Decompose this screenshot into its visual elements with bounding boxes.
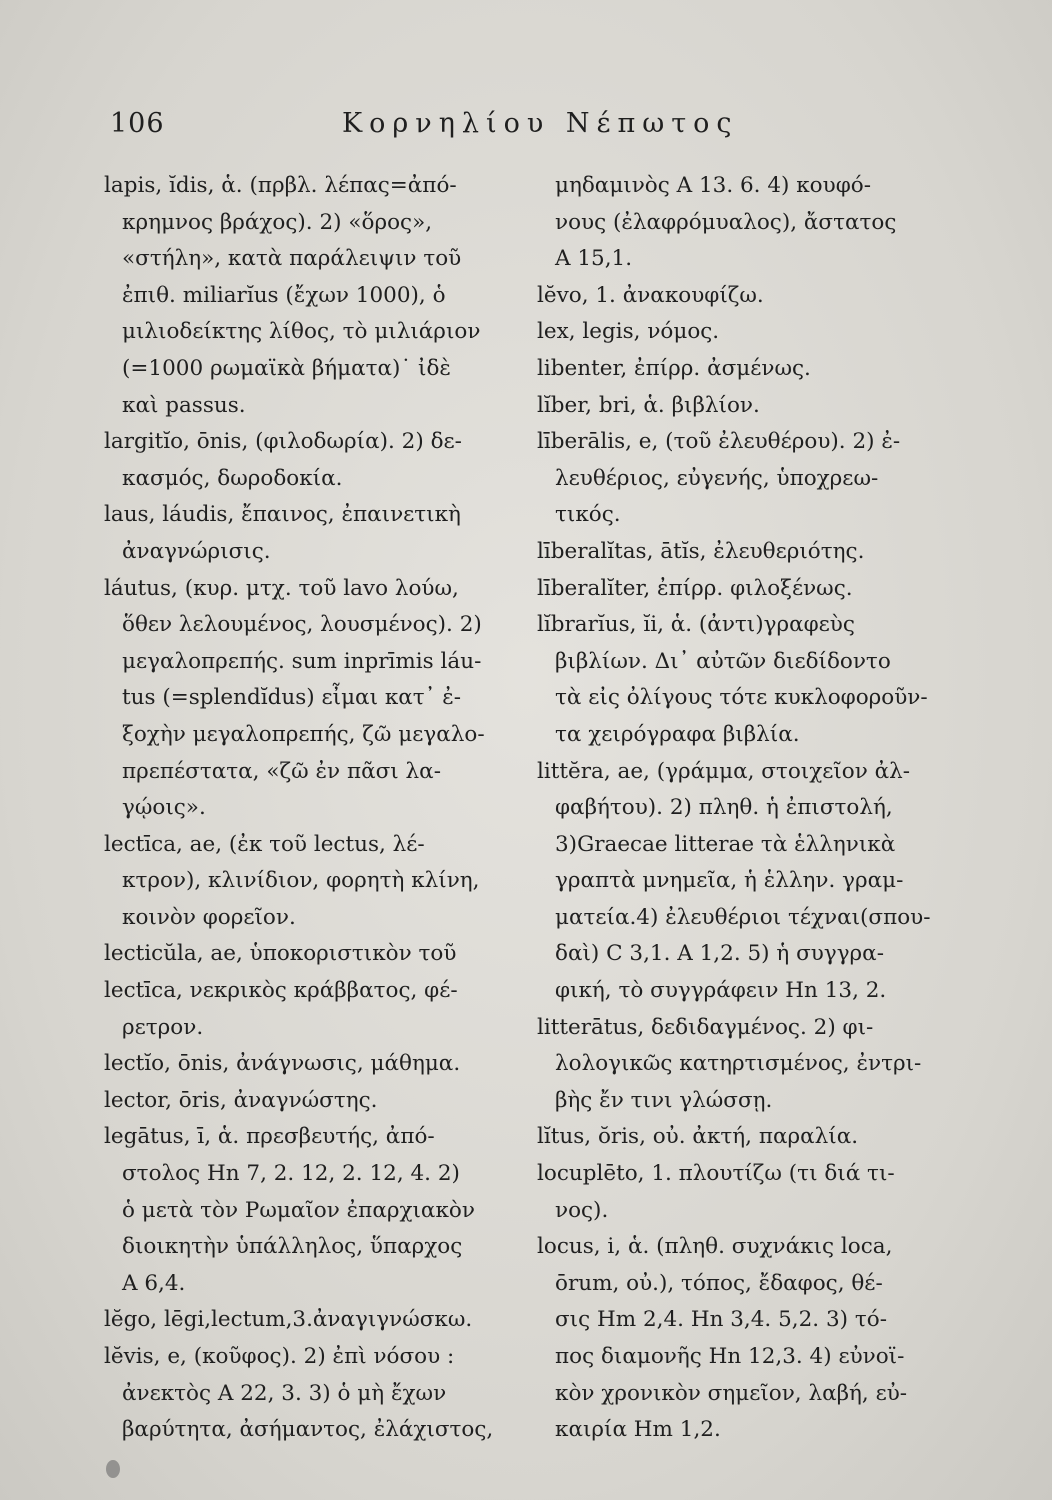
entry-line: ὁ μετὰ τὸν Ρωμαῖον ἐπαρχιακὸν <box>122 1197 475 1223</box>
entry-line: tus (=splendĭdus) εἶμαι κατ᾽ ἐ- <box>122 685 462 711</box>
entry-line: līberālis, e, (τοῦ ἐλευθέρου). 2) ἐ- <box>537 429 901 455</box>
entry-line: largitĭo, ōnis, (φιλοδωρία). 2) δε- <box>104 429 462 455</box>
entry-line: γῴοις». <box>122 795 206 821</box>
running-title: Κορνηλίου Νέπωτος <box>342 108 739 139</box>
entry-line: τικός. <box>555 502 621 528</box>
entry-line: lecticŭla, ae, ὑποκοριστικὸν τοῦ <box>104 941 457 967</box>
entry-line: πος διαμονῆς Hn 12,3. 4) εὐνοϊ- <box>555 1344 905 1369</box>
entry-line: láutus, (κυρ. μτχ. τοῦ lavo λούω, <box>104 575 459 601</box>
entry-line: litterātus, δεδιδαγμένος. 2) φι- <box>537 1014 874 1040</box>
entry-line: πρεπέστατα, «ζῶ ἐν πᾶσι λα- <box>122 758 441 784</box>
entry-line: μιλιοδείκτης λίθος, τὸ μιλιάριον <box>122 319 481 345</box>
right-column <box>537 168 955 1449</box>
entry-line: (=1000 ρωμαϊκὰ βήματα)˙ ἰδὲ <box>122 355 451 381</box>
entry-line: ἐπιθ. miliarĭus (ἔχων 1000), ὁ <box>122 282 446 308</box>
entry-line: βιβλίων. Δι᾽ αὐτῶν διεδίδοντο <box>555 648 891 674</box>
entry-line: ἀναγνώρισις. <box>122 538 271 564</box>
entry-line: līberalĭter, ἐπίρρ. φιλοξένως. <box>537 575 853 601</box>
entry-line: «στήλη», κατὰ παράλειψιν τοῦ <box>122 246 462 272</box>
entry-line: legātus, ī, ἁ. πρεσβευτής, ἀπό- <box>104 1124 435 1150</box>
entry-line: σις Hm 2,4. Hn 3,4. 5,2. 3) τό- <box>555 1307 887 1333</box>
entry-line: τὰ εἰς ὀλίγους τότε κυκλοφοροῦν- <box>555 685 928 711</box>
page-number: 106 <box>110 108 165 139</box>
entry-line: κασμός, δωροδοκία. <box>122 465 343 491</box>
entry-line: locus, i, ἁ. (πληθ. συχνάκις loca, <box>537 1234 893 1260</box>
entry-line: lĕgo, lēgi,lectum,3.ἀναγιγνώσκω. <box>104 1307 473 1333</box>
entry-line: lectīca, νεκρικὸς κράββατος, φέ- <box>104 978 458 1004</box>
entry-line: A 15,1. <box>555 246 633 272</box>
ink-speck <box>106 1460 120 1478</box>
entry-line: κρημνος βράχος). 2) «ὅρος», <box>122 209 433 235</box>
entry-line: lĕvo, 1. ἀνακουφίζω. <box>537 282 764 308</box>
entry-line: ὅθεν λελουμένος, λουσμένος). 2) <box>122 612 482 638</box>
page-header <box>110 108 950 158</box>
entry-line: lapis, ĭdis, ἁ. (πρβλ. λέπας=ἀπό- <box>104 173 457 198</box>
entry-line: κὸν χρονικὸν σημεῖον, λαβή, εὐ- <box>555 1380 908 1406</box>
entry-line: στολος Hn 7, 2. 12, 2. 12, 4. 2) <box>122 1161 460 1187</box>
entry-line: κτρον), κλινίδιον, φορητὴ κλίνη, <box>122 868 480 894</box>
entry-line: 3)Graecae litterae τὰ ἑλληνικὰ <box>555 831 896 857</box>
entry-line: καιρία Hm 1,2. <box>555 1417 721 1443</box>
entry-line: lex, legis, νόμος. <box>537 319 720 345</box>
entry-line: libenter, ἐπίρρ. ἀσμένως. <box>537 355 811 381</box>
left-column <box>104 168 514 1449</box>
entry-line: διοικητὴν ὑπάλληλος, ὕπαρχος <box>122 1234 463 1260</box>
entry-line: ματεία.4) ἐλευθέριοι τέχναι(σπου- <box>555 904 931 930</box>
entry-line: lĕvis, e, (κοῦφος). 2) ἐπὶ νόσου : <box>104 1344 455 1369</box>
entry-line: φαβήτου). 2) πληθ. ἡ ἐπιστολή, <box>555 795 893 821</box>
entry-line: ρετρον. <box>122 1014 204 1040</box>
entry-line: littĕra, ae, (γράμμα, στοιχεῖον ἀλ- <box>537 758 911 784</box>
entry-line: lectĭo, ōnis, ἀνάγνωσις, μάθημα. <box>104 1051 461 1077</box>
entry-line: νος). <box>555 1197 609 1223</box>
entry-line: locuplēto, 1. πλουτίζω (τι διά τι- <box>537 1161 895 1187</box>
entry-line: lĭber, bri, ἁ. βιβλίον. <box>537 392 760 418</box>
entry-line: καὶ passus. <box>122 392 246 418</box>
entry-line: λολογικῶς κατηρτισμένος, ἐντρι- <box>555 1051 922 1077</box>
entry-line: νους (ἐλαφρόμυαλος), ἄστατος <box>555 209 897 235</box>
entry-line: ōrum, οὐ.), τόπος, ἔδαφος, θέ- <box>555 1270 883 1296</box>
entry-line: lectīca, ae, (ἐκ τοῦ lectus, λέ- <box>104 831 425 857</box>
entry-line: δαὶ) C 3,1. A 1,2. 5) ἡ συγγρα- <box>555 941 884 967</box>
entry-line: μεγαλοπρεπής. sum inprīmis láu- <box>122 648 482 674</box>
entry-line: līberalĭtas, ātĭs, ἐλευθεριότης. <box>537 538 865 564</box>
entry-line: ξοχὴν μεγαλοπρεπής, ζῶ μεγαλο- <box>122 721 485 747</box>
entry-line: τα χειρόγραφα βιβλία. <box>555 721 800 747</box>
entry-line: ἀνεκτὸς A 22, 3. 3) ὁ μὴ ἔχων <box>122 1380 447 1406</box>
entry-line: lĭbrarĭus, ĭi, ἁ. (ἀντι)γραφεὺς <box>537 612 855 638</box>
entry-line: A 6,4. <box>122 1270 186 1296</box>
entry-line: βὴς ἔν τινι γλώσσῃ. <box>555 1087 773 1113</box>
entry-line: μηδαμινὸς A 13. 6. 4) κουφό- <box>555 173 871 198</box>
entry-line: lĭtus, ŏris, οὐ. ἀκτή, παραλία. <box>537 1124 859 1150</box>
entry-line: lector, ōris, ἀναγνώστης. <box>104 1087 378 1113</box>
entry-line: laus, láudis, ἔπαινος, ἐπαινετικὴ <box>104 502 461 528</box>
entry-line: βαρύτητα, ἀσήμαντος, ἐλάχιστος, <box>122 1417 494 1443</box>
entry-line: φική, τὸ συγγράφειν Hn 13, 2. <box>555 978 887 1004</box>
entry-line: γραπτὰ μνημεῖα, ἡ ἑλλην. γραμ- <box>555 868 904 894</box>
entry-line: λευθέριος, εὐγενής, ὑποχρεω- <box>555 465 879 491</box>
entry-line: κοινὸν φορεῖον. <box>122 904 296 930</box>
